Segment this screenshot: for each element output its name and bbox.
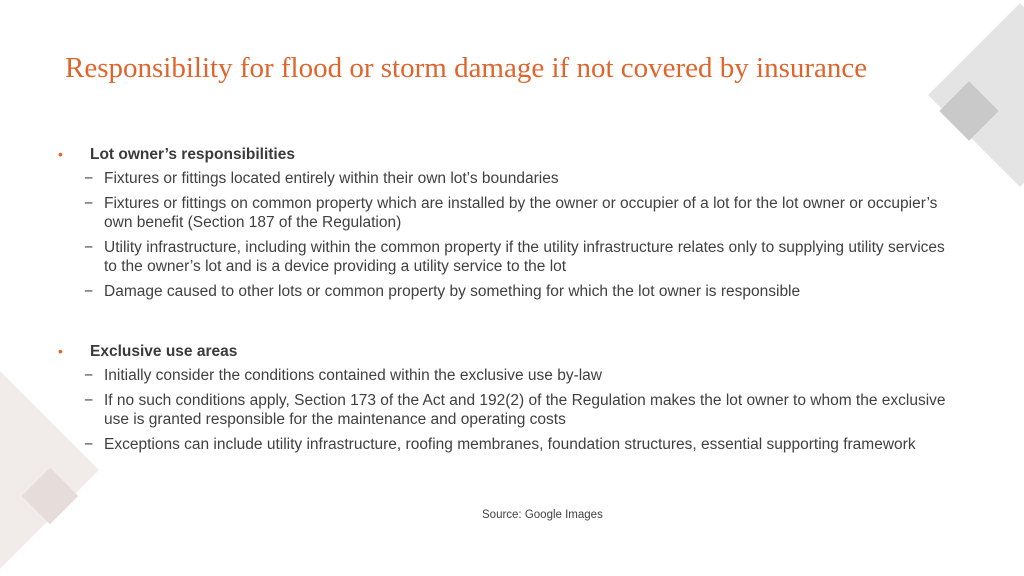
dash-icon: − bbox=[84, 170, 94, 187]
list-item-text: Exceptions can include utility infrastructure, roofing membranes, foundation structures, essential supporting framework bbox=[104, 436, 916, 453]
list-item bbox=[58, 282, 978, 301]
list-item bbox=[58, 391, 978, 429]
section-heading: Lot owner’s responsibilities bbox=[90, 146, 295, 163]
list-item-text: Damage caused to other lots or common property by something for which the lot owner is responsible bbox=[104, 283, 801, 300]
list-item bbox=[58, 238, 978, 276]
dash-icon: − bbox=[84, 436, 94, 453]
list-item-text: Utility infrastructure, including within the common property if the utility infrastructure relates only to supplying utility services to the owner’s lot and is a device providing a utility service to the lot bbox=[104, 239, 945, 275]
list-item-text: Fixtures or fittings located entirely within their own lot’s boundaries bbox=[104, 170, 559, 187]
sub-list bbox=[58, 366, 978, 454]
list-item-text: Fixtures or fittings on common property which are installed by the owner or occupier of a lot for the lot owner or occupier’s own benefit (Section 187 of the Regulation) bbox=[104, 195, 938, 231]
section-heading-row bbox=[58, 144, 978, 165]
list-item-text: If no such conditions apply, Section 173 of the Act and 192(2) of the Regulation makes the lot owner to whom the exclusive use is granted responsible for the maintenance and operating costs bbox=[104, 392, 946, 428]
list-item bbox=[58, 435, 978, 454]
section-exclusive-use bbox=[58, 341, 978, 460]
section-heading: Exclusive use areas bbox=[90, 343, 238, 360]
sub-list bbox=[58, 169, 978, 301]
dash-icon: − bbox=[84, 367, 94, 384]
slide-title: Responsibility for flood or storm damage if not covered by insurance bbox=[65, 52, 868, 84]
list-item-text: Initially consider the conditions contained within the exclusive use by-law bbox=[104, 367, 602, 384]
list-item bbox=[58, 194, 978, 232]
section-heading-row bbox=[58, 341, 978, 362]
list-item bbox=[58, 169, 978, 188]
section-lot-owner bbox=[58, 144, 978, 307]
list-item bbox=[58, 366, 978, 385]
source-caption: Source: Google Images bbox=[482, 509, 603, 521]
dash-icon: − bbox=[84, 239, 94, 256]
dash-icon: − bbox=[84, 392, 94, 409]
bullet-icon: • bbox=[58, 146, 63, 162]
dash-icon: − bbox=[84, 283, 94, 300]
bullet-icon: • bbox=[58, 343, 63, 359]
dash-icon: − bbox=[84, 195, 94, 212]
